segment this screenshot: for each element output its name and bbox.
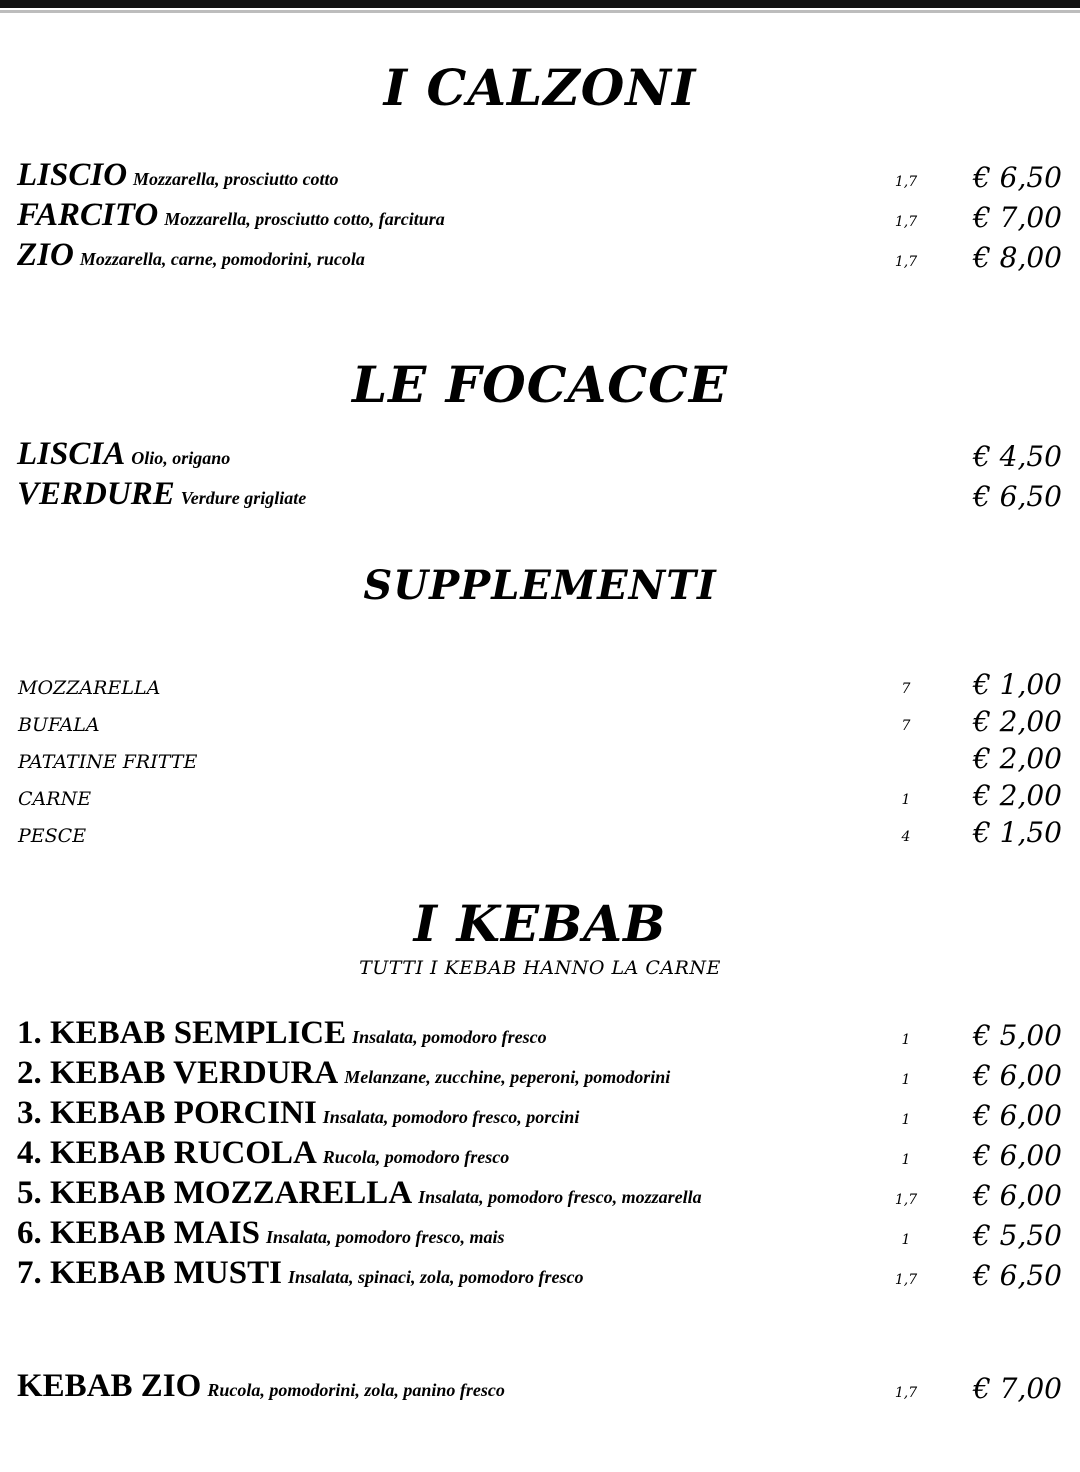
- section-title-calzoni: I CALZONI: [383, 58, 697, 117]
- item-name: 3. KEBAB PORCINI Insalata, pomodoro fresco, porcini: [17, 1095, 580, 1131]
- section-title-supplementi: SUPPLEMENTI: [363, 562, 717, 609]
- item-name: 4. KEBAB RUCOLA Rucola, pomodoro fresco: [17, 1135, 510, 1171]
- item-name: 6. KEBAB MAIS Insalata, pomodoro fresco, mais: [17, 1215, 505, 1251]
- item-price: € 5,00: [972, 1019, 1062, 1052]
- item-name: LISCIO Mozzarella, prosciutto cotto: [17, 157, 339, 193]
- item-price: € 5,50: [972, 1219, 1062, 1252]
- allergen-codes: 1,7: [894, 1385, 918, 1401]
- menu-item-row: [0, 1215, 1080, 1258]
- top-border-line: [0, 10, 1080, 13]
- item-description: Olio, origano: [131, 448, 231, 468]
- allergen-codes: 1: [901, 1232, 911, 1248]
- supplement-name: BUFALA: [18, 714, 100, 736]
- supplement-row: [0, 741, 1080, 781]
- supplement-row: [0, 667, 1080, 707]
- allergen-codes: 1: [901, 792, 911, 808]
- item-description: Melanzane, zucchine, peperoni, pomodorini: [344, 1067, 671, 1087]
- item-price: € 2,00: [972, 742, 1062, 775]
- item-price: € 1,00: [972, 668, 1062, 701]
- item-description: Mozzarella, prosciutto cotto: [133, 169, 339, 189]
- menu-item-row: [0, 1015, 1080, 1058]
- allergen-codes: 1: [901, 1152, 911, 1168]
- item-price: € 6,50: [972, 480, 1062, 513]
- supplement-name: PESCE: [18, 825, 87, 847]
- allergen-codes: 1,7: [894, 214, 918, 230]
- section-title-kebab: I KEBAB: [413, 894, 667, 953]
- menu-item-row: [0, 436, 1080, 479]
- item-name: KEBAB ZIO Rucola, pomodorini, zola, panino fresco: [17, 1368, 505, 1404]
- item-price: € 4,50: [972, 440, 1062, 473]
- supplement-name: MOZZARELLA: [18, 677, 161, 699]
- menu-item-row: [0, 197, 1080, 240]
- item-description: Insalata, pomodoro fresco, porcini: [322, 1107, 580, 1127]
- allergen-codes: 7: [901, 681, 911, 697]
- allergen-codes: 4: [901, 829, 911, 845]
- menu-item-row: [0, 476, 1080, 519]
- item-description: Mozzarella, carne, pomodorini, rucola: [79, 249, 365, 269]
- item-name: VERDURE Verdure grigliate: [17, 476, 307, 512]
- item-name: FARCITO Mozzarella, prosciutto cotto, farcitura: [17, 197, 445, 233]
- item-price: € 1,50: [972, 816, 1062, 849]
- item-description: Insalata, spinaci, zola, pomodoro fresco: [287, 1267, 584, 1287]
- supplement-row: [0, 815, 1080, 855]
- menu-item-row: [0, 1255, 1080, 1298]
- menu-item-row: [0, 1095, 1080, 1138]
- allergen-codes: 1,7: [894, 1192, 918, 1208]
- menu-item-row: [0, 157, 1080, 200]
- menu-item-row: [0, 1055, 1080, 1098]
- item-price: € 2,00: [972, 779, 1062, 812]
- item-description: Insalata, pomodoro fresco: [352, 1027, 547, 1047]
- menu-item-row: [0, 1135, 1080, 1178]
- item-name: 5. KEBAB MOZZARELLA Insalata, pomodoro fresco, mozzarella: [17, 1175, 702, 1211]
- item-price: € 6,00: [972, 1179, 1062, 1212]
- item-price: € 6,00: [972, 1059, 1062, 1092]
- supplement-row: [0, 778, 1080, 818]
- item-price: € 6,50: [972, 1259, 1062, 1292]
- allergen-codes: 1: [901, 1072, 911, 1088]
- item-name: 7. KEBAB MUSTI Insalata, spinaci, zola, pomodoro fresco: [17, 1255, 584, 1291]
- item-price: € 6,00: [972, 1139, 1062, 1172]
- item-price: € 6,50: [972, 161, 1062, 194]
- allergen-codes: 1,7: [894, 1272, 918, 1288]
- item-description: Rucola, pomodorini, zola, panino fresco: [207, 1380, 505, 1400]
- item-description: Mozzarella, prosciutto cotto, farcitura: [164, 209, 445, 229]
- allergen-codes: 7: [901, 718, 911, 734]
- supplement-name: PATATINE FRITTE: [18, 751, 198, 773]
- item-price: € 2,00: [972, 705, 1062, 738]
- allergen-codes: 1: [901, 1112, 911, 1128]
- item-price: € 7,00: [972, 1372, 1062, 1405]
- menu-item-row: [0, 237, 1080, 280]
- section-subtitle-kebab: TUTTI I KEBAB HANNO LA CARNE: [359, 957, 721, 979]
- item-price: € 8,00: [972, 241, 1062, 274]
- item-description: Insalata, pomodoro fresco, mais: [265, 1227, 505, 1247]
- item-description: Verdure grigliate: [180, 488, 307, 508]
- menu-item-row-special: [0, 1368, 1080, 1411]
- supplement-row: [0, 704, 1080, 744]
- item-name: LISCIA Olio, origano: [17, 436, 231, 472]
- section-title-focacce: LE FOCACCE: [351, 355, 728, 414]
- item-price: € 7,00: [972, 201, 1062, 234]
- item-name: 1. KEBAB SEMPLICE Insalata, pomodoro fresco: [17, 1015, 547, 1051]
- item-name: 2. KEBAB VERDURA Melanzane, zucchine, peperoni, pomodorini: [17, 1055, 671, 1091]
- allergen-codes: 1,7: [894, 174, 918, 190]
- menu-item-row: [0, 1175, 1080, 1218]
- allergen-codes: 1: [901, 1032, 911, 1048]
- item-description: Insalata, pomodoro fresco, mozzarella: [418, 1187, 702, 1207]
- supplement-name: CARNE: [18, 788, 92, 810]
- item-price: € 6,00: [972, 1099, 1062, 1132]
- item-name: ZIO Mozzarella, carne, pomodorini, rucola: [17, 237, 365, 273]
- item-description: Rucola, pomodoro fresco: [322, 1147, 510, 1167]
- allergen-codes: 1,7: [894, 254, 918, 270]
- top-border: [0, 0, 1080, 8]
